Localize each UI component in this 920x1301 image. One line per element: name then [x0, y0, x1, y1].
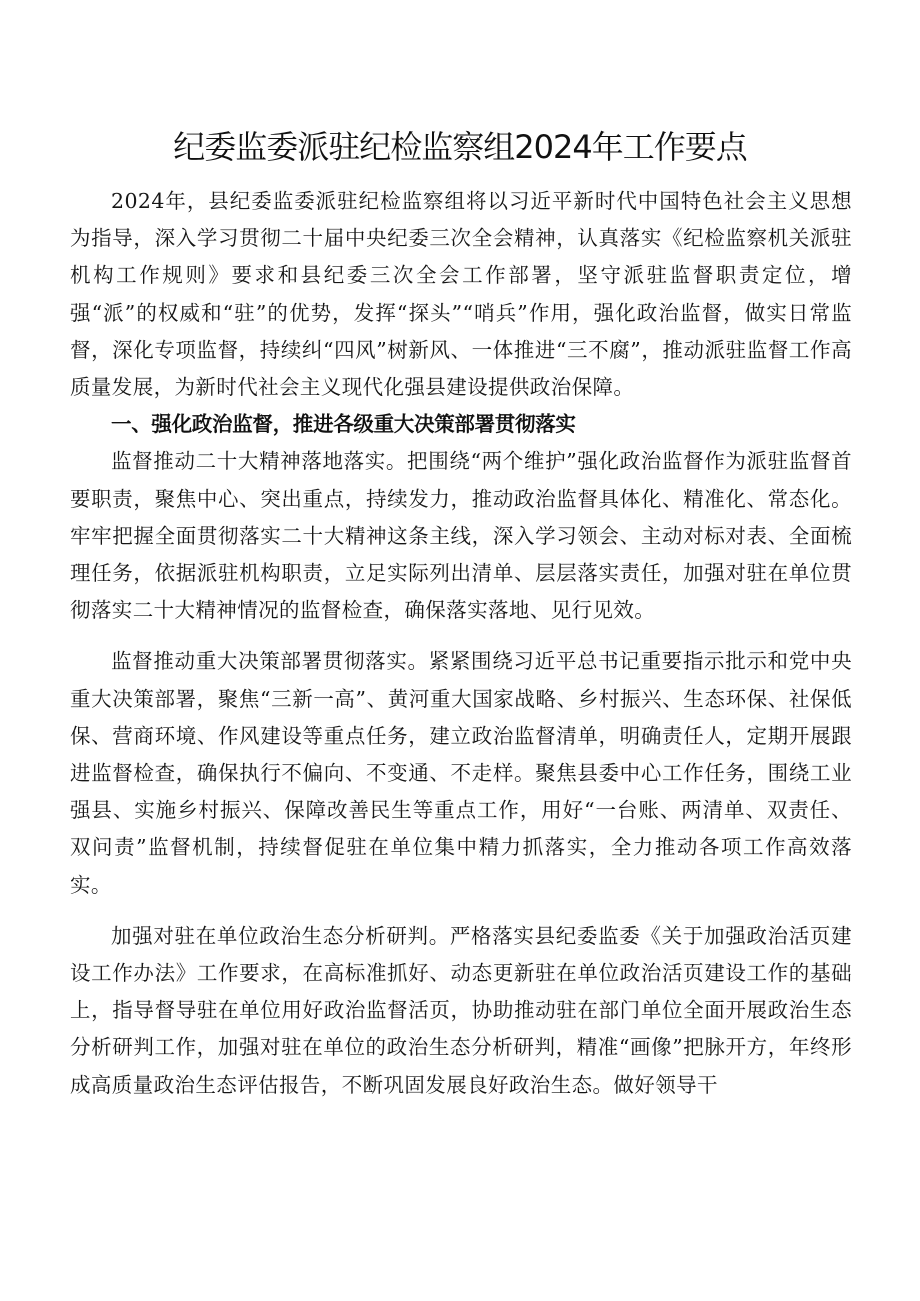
- paragraph-spacer: [70, 904, 852, 918]
- section1-paragraph-1: 监督推动二十大精神落地落实。把围绕“两个维护”强化政治监督作为派驻监督首要职责，聚焦中心、突出重点，持续发力，推动政治监督具体化、精准化、常态化。牢牢把握全面贯彻落实二十大精神这条主线，深入学习领会、主动对标对表、全面梳理任务，依据派驻机构职责，立足实际列出清单、层层落实责任，加强对驻在单位贯彻落实二十大精神情况的监督检查，确保落实落地、见行见效。: [70, 449, 852, 623]
- section-heading-1: 一、强化政治监督，推进各级重大决策部署贯彻落实: [111, 412, 576, 437]
- section1-paragraph-3: 加强对驻在单位政治生态分析研判。严格落实县纪委监委《关于加强政治活页建设工作办法》工作要求，在高标准抓好、动态更新驻在单位政治活页建设工作的基础上，指导督导驻在单位用好政治监督活页，协助推动驻在部门单位全面开展政治生态分析研判工作，加强对驻在单位的政治生态分析研判，精准“画像”把脉开方，年终形成高质量政治生态评估报告，不断巩固发展良好政治生态。做好领导干: [70, 923, 852, 1097]
- intro-paragraph: 2024年，县纪委监委派驻纪检监察组将以习近平新时代中国特色社会主义思想为指导，深入学习贯彻二十届中央纪委三次全会精神，认真落实《纪检监察机关派驻机构工作规则》要求和县纪委三次全会工作部署，坚守派驻监督职责定位，增强“派”的权威和“驻”的优势，发挥“探头”“哨兵”作用，强化政治监督，做实日常监督，深化专项监督，持续纠“四风”树新风、一体推进“三不腐”，推动派驻监督工作高质量发展，为新时代社会主义现代化强县建设提供政治保障。: [70, 189, 852, 400]
- document-title: 纪委监委派驻纪检监察组2024年工作要点: [173, 128, 747, 166]
- paragraph-spacer: [70, 629, 852, 643]
- section1-paragraph-2: 监督推动重大决策部署贯彻落实。紧紧围绕习近平总书记重要指示批示和党中央重大决策部署，聚焦“三新一高”、黄河重大国家战略、乡村振兴、生态环保、社保低保、营商环境、作风建设等重点任务，建立政治监督清单，明确责任人，定期开展跟进监督检查，确保执行不偏向、不变通、不走样。聚焦县委中心工作任务，围绕工业强县、实施乡村振兴、保障改善民生等重点工作，用好“一台账、两清单、双责任、双问责”监督机制，持续督促驻在单位集中精力抓落实，全力推动各项工作高效落实。: [70, 649, 852, 897]
- document-body: [70, 183, 852, 1104]
